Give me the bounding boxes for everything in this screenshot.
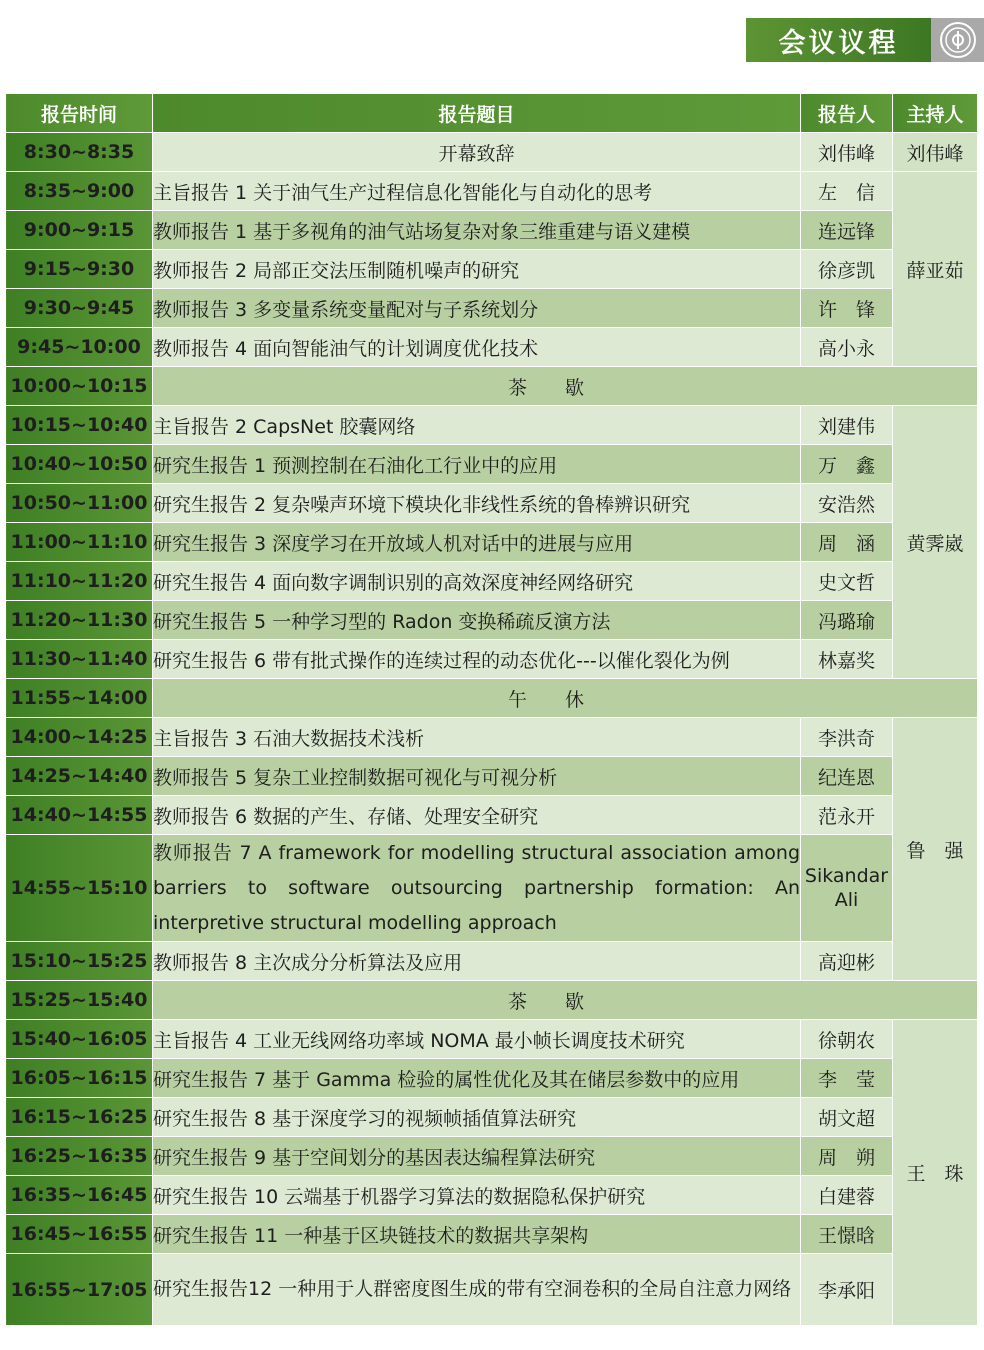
speaker-cell: 李洪奇 — [801, 718, 893, 757]
time-cell: 11:10~11:20 — [6, 562, 153, 601]
time-cell: 10:00~10:15 — [6, 367, 153, 406]
speaker-cell: 徐朝农 — [801, 1020, 893, 1059]
break-row — [6, 981, 978, 1020]
time-cell: 10:15~10:40 — [6, 406, 153, 445]
topic-cell: 教师报告 2 局部正交法压制随机噪声的研究 — [153, 250, 801, 289]
topic-cell: 研究生报告 9 基于空间划分的基因表达编程算法研究 — [153, 1137, 801, 1176]
time-cell: 11:20~11:30 — [6, 601, 153, 640]
time-cell: 16:25~16:35 — [6, 1137, 153, 1176]
speaker-cell: 刘伟峰 — [801, 133, 893, 172]
host-cell: 刘伟峰 — [893, 133, 978, 172]
break-label: 茶歇 — [153, 981, 978, 1020]
speaker-cell: 李 莹 — [801, 1059, 893, 1098]
header-speaker: 报告人 — [801, 94, 893, 133]
time-cell: 16:45~16:55 — [6, 1215, 153, 1254]
topic-cell: 研究生报告 2 复杂噪声环境下模块化非线性系统的鲁棒辨识研究 — [153, 484, 801, 523]
topic-cell: 研究生报告 6 带有批式操作的连续过程的动态优化---以催化裂化为例 — [153, 640, 801, 679]
break-label: 午休 — [153, 679, 978, 718]
host-cell: 黄霁崴 — [893, 406, 978, 679]
topic-cell: 教师报告 5 复杂工业控制数据可视化与可视分析 — [153, 757, 801, 796]
topic-cell: 主旨报告 3 石油大数据技术浅析 — [153, 718, 801, 757]
table-row — [6, 757, 978, 796]
header-time: 报告时间 — [6, 94, 153, 133]
header-host: 主持人 — [893, 94, 978, 133]
speaker-cell: 连远锋 — [801, 211, 893, 250]
time-cell: 8:30~8:35 — [6, 133, 153, 172]
table-row — [6, 172, 978, 211]
time-cell: 11:30~11:40 — [6, 640, 153, 679]
speaker-cell: 左 信 — [801, 172, 893, 211]
table-row — [6, 211, 978, 250]
host-cell: 王 珠 — [893, 1020, 978, 1326]
table-row — [6, 484, 978, 523]
speaker-cell: 高迎彬 — [801, 942, 893, 981]
speaker-cell: 安浩然 — [801, 484, 893, 523]
table-row — [6, 445, 978, 484]
time-cell: 15:40~16:05 — [6, 1020, 153, 1059]
topic-cell: 研究生报告 8 基于深度学习的视频帧插值算法研究 — [153, 1098, 801, 1137]
time-cell: 14:00~14:25 — [6, 718, 153, 757]
speaker-cell: 胡文超 — [801, 1098, 893, 1137]
table-row — [6, 835, 978, 942]
topic-cell: 主旨报告 2 CapsNet 胶囊网络 — [153, 406, 801, 445]
table-row — [6, 1020, 978, 1059]
table-row — [6, 523, 978, 562]
topic-cell: 开幕致辞 — [153, 133, 801, 172]
table-row — [6, 796, 978, 835]
time-cell: 14:40~14:55 — [6, 796, 153, 835]
topic-cell: 主旨报告 4 工业无线网络功率域 NOMA 最小帧长调度技术研究 — [153, 1020, 801, 1059]
topic-cell: 研究生报告 5 一种学习型的 Radon 变换稀疏反演方法 — [153, 601, 801, 640]
table-row — [6, 1137, 978, 1176]
host-cell: 薛亚茹 — [893, 172, 978, 367]
speaker-cell: 白建蓉 — [801, 1176, 893, 1215]
speaker-cell: 纪连恩 — [801, 757, 893, 796]
time-cell: 10:50~11:00 — [6, 484, 153, 523]
speaker-cell: Sikandar Ali — [801, 835, 893, 942]
speaker-cell: 林嘉奖 — [801, 640, 893, 679]
table-row — [6, 942, 978, 981]
topic-cell: 研究生报告 11 一种基于区块链技术的数据共享架构 — [153, 1215, 801, 1254]
topic-cell: 主旨报告 1 关于油气生产过程信息化智能化与自动化的思考 — [153, 172, 801, 211]
topic-cell: 教师报告 8 主次成分分析算法及应用 — [153, 942, 801, 981]
table-row — [6, 562, 978, 601]
topic-cell: 教师报告 4 面向智能油气的计划调度优化技术 — [153, 328, 801, 367]
topic-cell: 教师报告 1 基于多视角的油气站场复杂对象三维重建与语义建模 — [153, 211, 801, 250]
break-label: 茶歇 — [153, 367, 978, 406]
agenda-table — [5, 93, 978, 1326]
banner-title: 会议议程 — [746, 18, 931, 62]
table-row — [6, 1176, 978, 1215]
speaker-cell: 许 锋 — [801, 289, 893, 328]
time-cell: 14:25~14:40 — [6, 757, 153, 796]
header-topic: 报告题目 — [153, 94, 801, 133]
table-row — [6, 601, 978, 640]
university-seal-icon — [931, 18, 984, 62]
host-cell: 鲁 强 — [893, 718, 978, 981]
speaker-cell: 高小永 — [801, 328, 893, 367]
time-cell: 15:25~15:40 — [6, 981, 153, 1020]
time-cell: 16:55~17:05 — [6, 1254, 153, 1326]
time-cell: 11:00~11:10 — [6, 523, 153, 562]
time-cell: 15:10~15:25 — [6, 942, 153, 981]
topic-cell: 研究生报告 10 云端基于机器学习算法的数据隐私保护研究 — [153, 1176, 801, 1215]
speaker-cell: 史文哲 — [801, 562, 893, 601]
topic-cell: 教师报告 3 多变量系统变量配对与子系统划分 — [153, 289, 801, 328]
speaker-cell: 周 涵 — [801, 523, 893, 562]
table-row — [6, 1098, 978, 1137]
table-row — [6, 289, 978, 328]
table-row — [6, 328, 978, 367]
time-cell: 16:15~16:25 — [6, 1098, 153, 1137]
table-row — [6, 1254, 978, 1326]
time-cell: 9:15~9:30 — [6, 250, 153, 289]
time-cell: 9:45~10:00 — [6, 328, 153, 367]
speaker-cell: 范永开 — [801, 796, 893, 835]
topic-cell: 教师报告 7 A framework for modelling structural association among barriers to software outsourcing partnership formation: An interpretive structural modelling approach — [153, 835, 801, 942]
time-cell: 16:35~16:45 — [6, 1176, 153, 1215]
speaker-cell: 徐彦凯 — [801, 250, 893, 289]
break-row — [6, 367, 978, 406]
speaker-cell: 周 朔 — [801, 1137, 893, 1176]
time-cell: 10:40~10:50 — [6, 445, 153, 484]
table-row — [6, 250, 978, 289]
table-row — [6, 1215, 978, 1254]
topic-cell: 研究生报告 3 深度学习在开放域人机对话中的进展与应用 — [153, 523, 801, 562]
topic-cell: 教师报告 6 数据的产生、存储、处理安全研究 — [153, 796, 801, 835]
time-cell: 14:55~15:10 — [6, 835, 153, 942]
speaker-cell: 刘建伟 — [801, 406, 893, 445]
speaker-cell: 万 鑫 — [801, 445, 893, 484]
speaker-cell: 冯璐瑜 — [801, 601, 893, 640]
speaker-cell: 李承阳 — [801, 1254, 893, 1326]
table-row — [6, 133, 978, 172]
topic-cell: 研究生报告 7 基于 Gamma 检验的属性优化及其在储层参数中的应用 — [153, 1059, 801, 1098]
speaker-cell: 王憬晗 — [801, 1215, 893, 1254]
time-cell: 9:00~9:15 — [6, 211, 153, 250]
table-row — [6, 640, 978, 679]
table-row — [6, 406, 978, 445]
table-row — [6, 718, 978, 757]
time-cell: 8:35~9:00 — [6, 172, 153, 211]
time-cell: 9:30~9:45 — [6, 289, 153, 328]
topic-cell: 研究生报告 1 预测控制在石油化工行业中的应用 — [153, 445, 801, 484]
break-row — [6, 679, 978, 718]
time-cell: 11:55~14:00 — [6, 679, 153, 718]
topic-cell: 研究生报告12 一种用于人群密度图生成的带有空洞卷积的全局自注意力网络 — [153, 1254, 801, 1326]
time-cell: 16:05~16:15 — [6, 1059, 153, 1098]
topic-cell: 研究生报告 4 面向数字调制识别的高效深度神经网络研究 — [153, 562, 801, 601]
table-row — [6, 1059, 978, 1098]
agenda-banner — [746, 18, 984, 62]
